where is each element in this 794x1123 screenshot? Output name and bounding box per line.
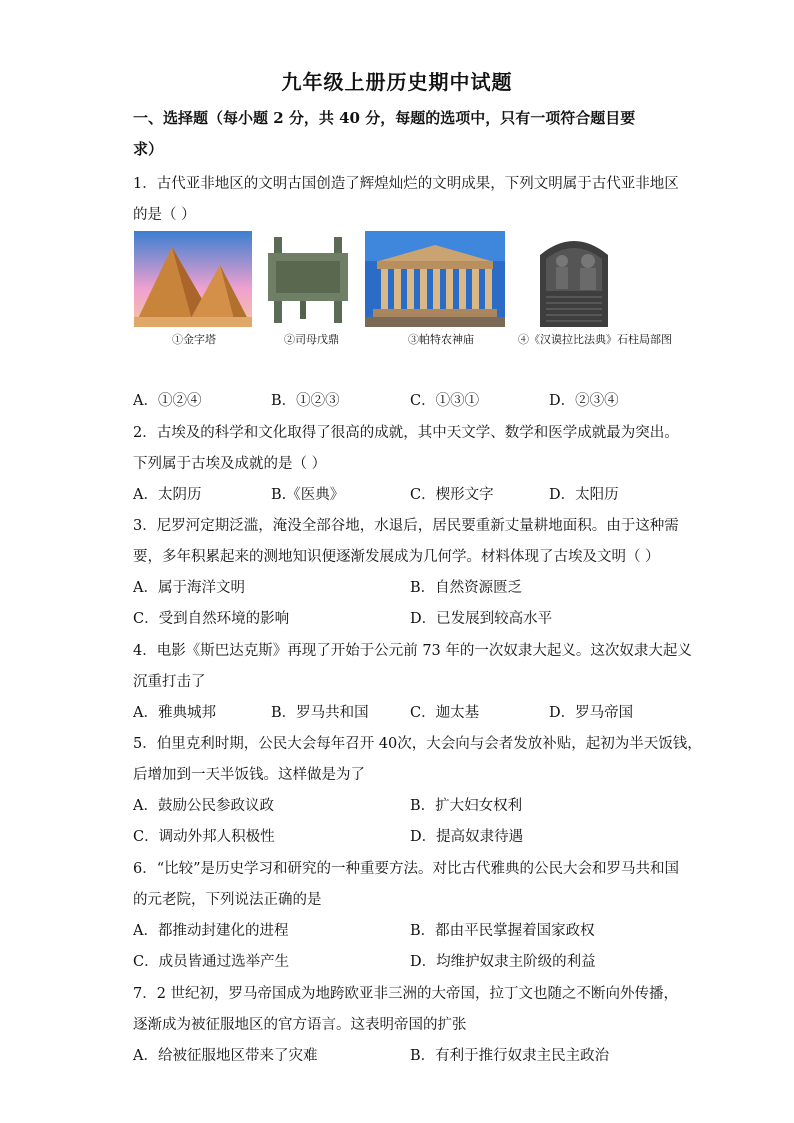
section-heading-cont: 求） <box>133 140 164 158</box>
question-7-text-cont: 逐渐成为被征服地区的官方语言。这表明帝国的扩张 <box>133 1017 467 1033</box>
question-4-text-cont: 沉重打击了 <box>133 674 206 690</box>
q1-option-c: C．①③① <box>410 393 480 409</box>
q2-option-b: B.《医典》 <box>271 487 345 503</box>
q3-option-d: D．已发展到较高水平 <box>410 611 553 627</box>
question-6-text-cont: 的元老院，下列说法正确的是 <box>133 892 322 908</box>
q1-option-d: D．②③④ <box>549 393 619 409</box>
q7-option-a: A．给被征服地区带来了灾难 <box>133 1048 318 1064</box>
q5-option-d: D．提高奴隶待遇 <box>410 829 524 845</box>
q7-option-b: B．有利于推行奴隶主民主政治 <box>410 1048 610 1064</box>
parthenon-image <box>365 231 505 327</box>
q2-option-a: A．太阴历 <box>133 487 202 503</box>
q1-option-a: A．①②④ <box>133 393 202 409</box>
question-1-text-cont: 的是（ ） <box>133 207 196 223</box>
question-3-text: 3．尼罗河定期泛滥，淹没全部谷地，水退后，居民要重新丈量耕地面积。由于这种需 <box>133 518 679 534</box>
question-2-text-cont: 下列属于古埃及成就的是（ ） <box>133 456 327 472</box>
q6-option-c: C．成员皆通过选举产生 <box>133 954 290 970</box>
question-5-text: 5．伯里克利时期，公民大会每年召开 40次，大会向与会者发放补贴，起初为半天饭钱， <box>133 736 702 752</box>
q6-option-a: A．都推动封建化的进程 <box>133 923 289 939</box>
q4-option-c: C．迦太基 <box>410 705 480 721</box>
figure-caption-4: ④《汉谟拉比法典》石柱局部图 <box>518 333 672 346</box>
hammurabi-stele-image <box>534 231 614 327</box>
question-3-text-cont: 要，多年积累起来的测地知识便逐渐发展成为几何学。材料体现了古埃及文明（ ） <box>133 549 660 565</box>
question-6-text: 6．“比较”是历史学习和研究的一种重要方法。对比古代雅典的公民大会和罗马共和国 <box>133 861 680 877</box>
question-2-text: 2．古埃及的科学和文化取得了很高的成就，其中天文学、数学和医学成就最为突出。 <box>133 425 679 441</box>
q5-option-a: A．鼓励公民参政议政 <box>133 798 274 814</box>
bronze-ding-image <box>262 231 354 327</box>
figure-caption-2: ②司母戊鼎 <box>284 333 339 346</box>
q6-option-d: D．均维护奴隶主阶级的利益 <box>410 954 596 970</box>
q2-option-d: D．太阳历 <box>549 487 619 503</box>
question-1-text: 1．古代亚非地区的文明古国创造了辉煌灿烂的文明成果，下列文明属于古代亚非地区 <box>133 176 679 192</box>
q6-option-b: B．都由平民掌握着国家政权 <box>410 923 595 939</box>
figure-caption-1: ①金字塔 <box>172 333 216 346</box>
q3-option-c: C．受到自然环境的影响 <box>133 611 290 627</box>
q4-option-d: D．罗马帝国 <box>549 705 634 721</box>
page-title: 九年级上册历史期中试题 <box>281 70 513 94</box>
q4-option-a: A．雅典城邦 <box>133 705 216 721</box>
q5-option-b: B．扩大妇女权利 <box>410 798 523 814</box>
q2-option-c: C．楔形文字 <box>410 487 494 503</box>
question-5-text-cont: 后增加到一天半饭钱。这样做是为了 <box>133 767 365 783</box>
q1-option-b: B．①②③ <box>271 393 340 409</box>
q4-option-b: B．罗马共和国 <box>271 705 369 721</box>
pyramid-image <box>134 231 252 327</box>
q3-option-a: A．属于海洋文明 <box>133 580 245 596</box>
figure-caption-3: ③帕特农神庙 <box>408 333 474 346</box>
question-4-text: 4．电影《斯巴达克斯》再现了开始于公元前 73 年的一次奴隶大起义。这次奴隶大起义 <box>133 643 692 659</box>
q5-option-c: C．调动外邦人积极性 <box>133 829 275 845</box>
q3-option-b: B．自然资源匮乏 <box>410 580 523 596</box>
section-heading: 一、选择题（每小题 2 分，共 40 分，每题的选项中，只有一项符合题目要 <box>133 109 636 127</box>
question-7-text: 7．2 世纪初，罗马帝国成为地跨欧亚非三洲的大帝国，拉丁文也随之不断向外传播， <box>133 986 679 1002</box>
